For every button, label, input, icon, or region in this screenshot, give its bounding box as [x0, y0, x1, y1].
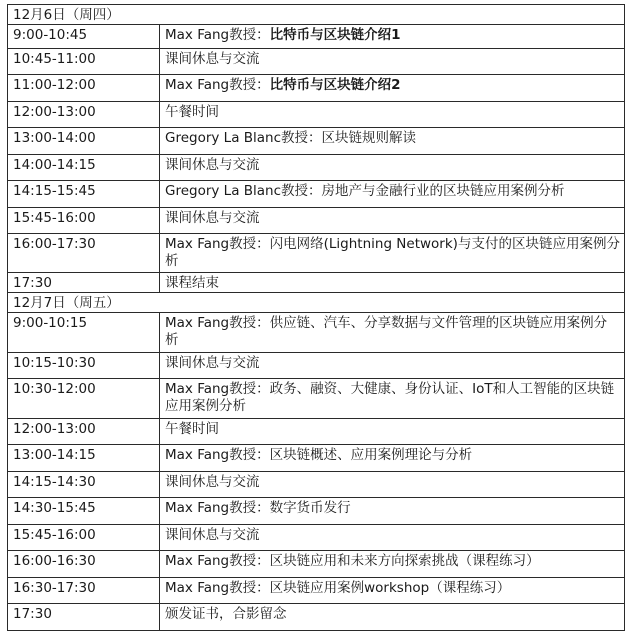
schedule-row — [8, 419, 625, 445]
session-topic: 比特币与区块链介绍1 — [269, 27, 401, 43]
schedule-row — [8, 578, 625, 604]
day-header-row — [8, 5, 625, 25]
activity-cell — [160, 525, 625, 551]
activity-cell — [160, 445, 625, 472]
time-cell: 10:45-11:00 — [8, 49, 160, 75]
time-cell: 10:30-12:00 — [8, 379, 160, 419]
time-cell: 13:00-14:00 — [8, 128, 160, 155]
speaker-label: Gregory La Blanc教授： — [165, 183, 322, 199]
activity-cell — [160, 273, 625, 293]
time-cell: 12:00-13:00 — [8, 102, 160, 128]
activity-cell — [160, 551, 625, 578]
session-topic: 区块链应用案例workshop（课程练习） — [269, 580, 511, 596]
schedule-row — [8, 181, 625, 208]
activity-cell — [160, 578, 625, 604]
schedule-row — [8, 379, 625, 419]
session-topic: 比特币与区块链介绍2 — [269, 77, 401, 93]
session-topic: 政务、融资、大健康、身份认证、IoT和人工智能的区块链应用案例分析 — [165, 381, 615, 414]
schedule-row — [8, 49, 625, 75]
time-cell: 14:15-15:45 — [8, 181, 160, 208]
schedule-row — [8, 234, 625, 273]
activity-cell — [160, 181, 625, 208]
speaker-label: Max Fang教授： — [165, 236, 270, 252]
speaker-label: Gregory La Blanc教授： — [165, 130, 322, 146]
schedule-row — [8, 498, 625, 525]
activity-cell — [160, 128, 625, 155]
activity-cell — [160, 472, 625, 498]
speaker-label: Max Fang教授： — [165, 553, 270, 569]
speaker-label: Max Fang教授： — [165, 500, 270, 516]
time-cell: 15:45-16:00 — [8, 208, 160, 234]
activity-cell — [160, 155, 625, 181]
session-topic: 区块链规则解读 — [321, 130, 417, 146]
time-cell: 9:00-10:45 — [8, 25, 160, 49]
session-topic: 房地产与金融行业的区块链应用案例分析 — [321, 183, 565, 199]
time-cell: 9:00-10:15 — [8, 313, 160, 353]
schedule-row — [8, 102, 625, 128]
activity-cell — [160, 75, 625, 102]
schedule-row — [8, 604, 625, 631]
speaker-label: Max Fang教授： — [165, 447, 270, 463]
time-cell: 16:00-17:30 — [8, 234, 160, 273]
time-cell: 17:30 — [8, 604, 160, 631]
session-topic: 课间休息与交流 — [165, 157, 260, 173]
session-topic: 供应链、汽车、分享数据与文件管理的区块链应用案例分析 — [165, 315, 608, 348]
schedule-row — [8, 353, 625, 379]
activity-cell — [160, 379, 625, 419]
activity-cell — [160, 208, 625, 234]
session-topic: 课程结束 — [165, 275, 219, 291]
session-topic: 颁发证书，合影留念 — [165, 606, 287, 622]
activity-cell — [160, 419, 625, 445]
schedule-row — [8, 445, 625, 472]
session-topic: 课间休息与交流 — [165, 474, 260, 490]
schedule-row — [8, 155, 625, 181]
session-topic: 课间休息与交流 — [165, 210, 260, 226]
schedule-row — [8, 525, 625, 551]
activity-cell — [160, 25, 625, 49]
speaker-label: Max Fang教授： — [165, 27, 270, 43]
time-cell: 16:30-17:30 — [8, 578, 160, 604]
activity-cell — [160, 604, 625, 631]
session-topic: 区块链概述、应用案例理论与分析 — [269, 447, 473, 463]
schedule-row — [8, 313, 625, 353]
time-cell: 10:15-10:30 — [8, 353, 160, 379]
activity-cell — [160, 498, 625, 525]
schedule-row — [8, 25, 625, 49]
activity-cell — [160, 353, 625, 379]
session-topic: 闪电网络(Lightning Network)与支付的区块链应用案例分析 — [165, 236, 620, 269]
schedule-row — [8, 128, 625, 155]
schedule-row — [8, 75, 625, 102]
time-cell: 16:00-16:30 — [8, 551, 160, 578]
activity-cell — [160, 313, 625, 353]
time-cell: 13:00-14:15 — [8, 445, 160, 472]
schedule-row — [8, 273, 625, 293]
activity-cell — [160, 49, 625, 75]
activity-cell — [160, 102, 625, 128]
time-cell: 11:00-12:00 — [8, 75, 160, 102]
speaker-label: Max Fang教授： — [165, 580, 270, 596]
session-topic: 课间休息与交流 — [165, 51, 260, 67]
speaker-label: Max Fang教授： — [165, 77, 270, 93]
session-topic: 区块链应用和未来方向探索挑战（课程练习） — [269, 553, 540, 569]
session-topic: 数字货币发行 — [269, 500, 351, 516]
schedule-row — [8, 208, 625, 234]
schedule-body — [8, 5, 625, 631]
time-cell: 14:15-14:30 — [8, 472, 160, 498]
session-topic: 午餐时间 — [165, 421, 219, 437]
session-topic: 午餐时间 — [165, 104, 219, 120]
session-topic: 课间休息与交流 — [165, 527, 260, 543]
time-cell: 15:45-16:00 — [8, 525, 160, 551]
activity-cell — [160, 234, 625, 273]
speaker-label: Max Fang教授： — [165, 381, 270, 397]
time-cell: 14:30-15:45 — [8, 498, 160, 525]
schedule-table — [7, 4, 625, 631]
speaker-label: Max Fang教授： — [165, 315, 270, 331]
day-header-row — [8, 293, 625, 313]
time-cell: 12:00-13:00 — [8, 419, 160, 445]
session-topic: 课间休息与交流 — [165, 355, 260, 371]
time-cell: 17:30 — [8, 273, 160, 293]
day-header: 12月7日（周五） — [8, 293, 625, 313]
schedule-row — [8, 472, 625, 498]
schedule-row — [8, 551, 625, 578]
time-cell: 14:00-14:15 — [8, 155, 160, 181]
day-header: 12月6日（周四） — [8, 5, 625, 25]
